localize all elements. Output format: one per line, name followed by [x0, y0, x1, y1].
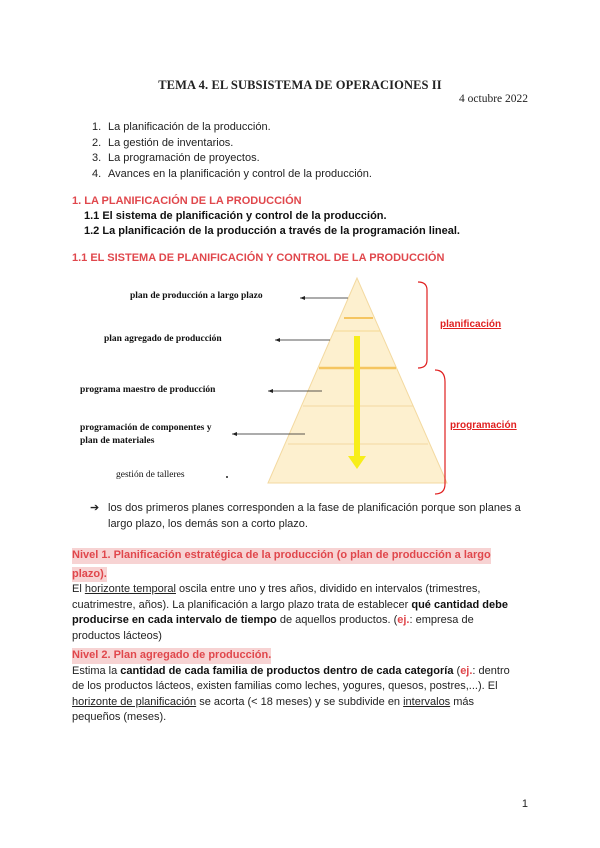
text-run: productos lácteos) [72, 629, 162, 642]
planificacion-label: planificación [440, 319, 502, 330]
pyramid-level-4b: plan de materiales [80, 436, 155, 446]
toc-label: La gestión de inventarios. [108, 136, 234, 149]
text-run: horizonte de planificación [72, 695, 197, 708]
nivel-2-heading: Nivel 2. Plan agregado de producción. [72, 648, 271, 664]
nivel-1-paragraph [72, 582, 508, 644]
subsection-1-1: 1.1 El sistema de planificación y control de la producción. [84, 210, 387, 222]
section-heading: 1. LA PLANIFICACIÓN DE LA PRODUCCIÓN [72, 195, 302, 207]
pyramid-level-3: programa maestro de producción [80, 385, 216, 395]
toc-number: 3. [92, 152, 102, 165]
text-run: cuatrimestre, años). La planificación a largo plazo trata de establecer [72, 598, 412, 611]
toc-number: 2. [92, 136, 102, 149]
toc-label: La programación de proyectos. [108, 152, 260, 165]
toc-item [92, 120, 372, 136]
pyramid-level-1: plan de producción a largo plazo [130, 291, 263, 301]
text-run: pequeños (meses). [72, 711, 167, 723]
text-run: horizonte temporal [84, 583, 176, 595]
subsection-1-2: 1.2 La planificación de la producción a través de la programación lineal. [84, 225, 460, 237]
document-date: 4 octubre 2022 [459, 93, 528, 105]
nivel-1-block [72, 545, 508, 644]
pyramid-level-5: gestión de talleres [116, 470, 185, 480]
planificacion-bracket [418, 282, 427, 368]
nivel-1-heading: Nivel 1. Planificación estratégica de la producción (o plan de producción a largo [72, 548, 491, 564]
arrow-bullet-icon: ➔ [90, 502, 100, 514]
label-pointer [226, 476, 228, 478]
text-run: intervalos [403, 695, 451, 708]
programacion-label: programación [450, 420, 517, 431]
downward-arrow-shaft [354, 336, 360, 456]
text-run: de los productos lácteos, existen familias como leches, yogures, quesos, postres,...). El [72, 680, 498, 692]
text-run: producirse en cada intervalo de tiempo [72, 614, 277, 626]
toc-label: La planificación de la producción. [108, 121, 271, 133]
pyramid-level-4: programación de componentes y [80, 423, 212, 433]
pyramid-svg [60, 270, 540, 495]
nivel-2-paragraph [72, 664, 510, 726]
text-run: Estima la [72, 664, 121, 677]
toc-label: Avances en la planificación y control de la producción. [108, 167, 372, 180]
toc-number: 1. [92, 121, 102, 133]
text-run: El [72, 583, 85, 595]
toc-item [92, 167, 372, 183]
text-run: qué cantidad debe [411, 598, 508, 611]
bullet-line: largo plazo, los demás son a corto plazo. [108, 517, 308, 530]
text-run: oscila entre uno y tres años, dividido en intervalos (trimestres, [175, 583, 481, 595]
page-number: 1 [521, 798, 528, 810]
table-of-contents [92, 120, 372, 182]
nivel-2-block [72, 645, 510, 726]
bullet-line: los dos primeros planes corresponden a la fase de planificación porque son planes a [108, 502, 521, 514]
text-run: ej. [397, 614, 410, 626]
toc-number: 4. [92, 167, 102, 180]
nivel-1-heading-cont: plazo). [72, 567, 107, 583]
text-run: cantidad de cada familia de productos dentro de cada categoría [120, 664, 454, 677]
text-run: : empresa de [409, 614, 474, 626]
section-1-1-heading: 1.1 EL SISTEMA DE PLANIFICACIÓN Y CONTROL DE LA PRODUCCIÓN [72, 252, 445, 264]
text-run: : dentro [472, 664, 510, 677]
toc-item [92, 136, 372, 152]
bullet-note [90, 501, 530, 532]
document-title: TEMA 4. EL SUBSISTEMA DE OPERACIONES II [158, 78, 442, 92]
text-run: ( [453, 664, 461, 677]
text-run: ej. [460, 664, 473, 677]
text-run: más [450, 695, 475, 708]
text-run: de aquellos productos. ( [276, 614, 398, 626]
toc-item [92, 151, 372, 167]
pyramid-level-2: plan agregado de producción [104, 334, 222, 344]
text-run: se acorta (< 18 meses) y se subdivide en [196, 695, 404, 708]
pyramid-diagram [60, 270, 540, 495]
